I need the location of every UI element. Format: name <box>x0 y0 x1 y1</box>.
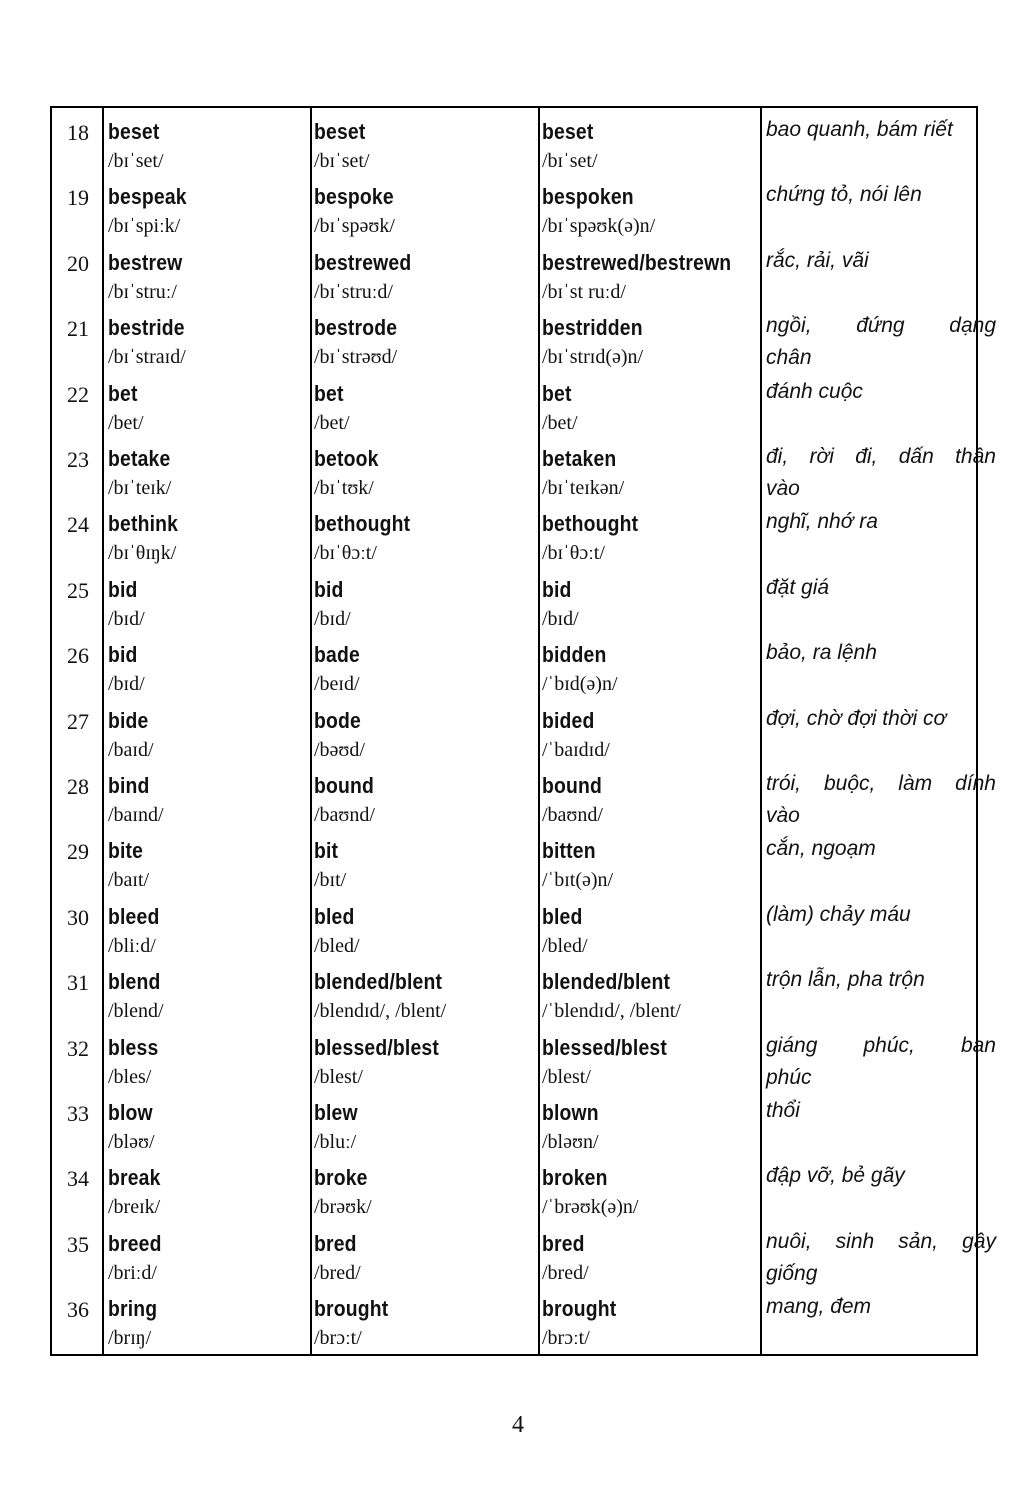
row-number: 21 <box>67 316 89 342</box>
row-number: 27 <box>67 708 89 734</box>
past-form-ipa: /bɪˈstrəʊd/ <box>314 346 398 369</box>
base-form-ipa: /bɪˈθɪŋk/ <box>108 542 177 565</box>
base-form-word: bestrew <box>108 249 183 275</box>
base-form-ipa: /bɪˈstraɪd/ <box>108 346 186 369</box>
pp-form-word: blended/blent <box>542 969 671 995</box>
past-form-ipa: /bet/ <box>314 411 350 434</box>
table-row <box>52 893 976 958</box>
pp-form-cell <box>542 249 757 307</box>
pp-form-word: bestrewed/bestrewn <box>542 249 732 275</box>
row-number: 33 <box>67 1101 89 1126</box>
pp-form-ipa: /bred/ <box>542 1261 589 1284</box>
past-form-word: blew <box>314 1100 358 1125</box>
meaning-cell <box>766 1226 996 1286</box>
pp-form-ipa: /bet/ <box>542 411 578 434</box>
meaning-line: nuôi, sinh sản, gây <box>766 1229 996 1253</box>
meaning-cell <box>766 833 982 893</box>
past-form-word: bred <box>314 1230 357 1256</box>
pp-form-cell <box>542 1295 626 1353</box>
base-form-ipa: /bɪd/ <box>108 607 145 630</box>
pp-form-cell <box>542 510 651 568</box>
base-form-word: breed <box>108 1230 162 1256</box>
past-form-ipa: /bɪt/ <box>314 869 347 892</box>
pp-form-word: bitten <box>542 838 596 864</box>
meaning-line: chứng tỏ, nói lên <box>766 183 922 207</box>
table-row <box>52 1024 996 1089</box>
meaning-cell <box>766 114 982 174</box>
past-form-cell <box>314 707 367 765</box>
base-form-ipa: /bɪˈset/ <box>108 150 164 172</box>
base-form-word: blow <box>108 1100 153 1125</box>
past-form-cell <box>314 1034 456 1092</box>
base-form-word: bleed <box>108 903 160 929</box>
meaning-cell <box>766 245 982 305</box>
base-form-ipa: /brɪŋ/ <box>108 1327 152 1350</box>
meaning-line: đi, rời đi, dấn thân <box>766 445 996 468</box>
meaning-line: cắn, ngoạm <box>766 837 876 861</box>
table-row <box>52 108 976 173</box>
past-form-cell <box>314 1230 362 1288</box>
meaning-line: trộn lẫn, pha trộn <box>766 968 925 992</box>
base-form-ipa: /baɪnd/ <box>108 804 164 826</box>
base-form-word: bespeak <box>108 184 187 210</box>
meaning-cell <box>766 572 982 632</box>
base-form-ipa: /baɪd/ <box>108 738 154 761</box>
table-row <box>52 1220 996 1285</box>
past-form-cell <box>314 1164 375 1222</box>
past-form-cell <box>314 968 460 1026</box>
base-form-word: bind <box>108 773 150 798</box>
past-form-ipa: /brəʊk/ <box>314 1196 372 1219</box>
pp-form-ipa: /ˈbɪt(ə)n/ <box>542 869 614 892</box>
table-row <box>52 173 976 238</box>
base-form-ipa: /baɪt/ <box>108 869 150 892</box>
pp-form-cell <box>542 576 579 634</box>
meaning-line: thổi <box>766 1099 800 1122</box>
past-form-cell <box>314 118 372 176</box>
meaning-cell <box>766 899 982 959</box>
past-form-cell <box>314 641 366 699</box>
table-row <box>52 435 996 500</box>
table-row <box>52 1285 976 1350</box>
past-form-cell <box>314 445 387 503</box>
pp-form-cell <box>542 707 610 765</box>
pp-form-word: beset <box>542 119 594 144</box>
base-form-word: bide <box>108 707 149 733</box>
base-form-cell <box>108 314 195 372</box>
base-form-word: bring <box>108 1296 158 1322</box>
base-form-cell <box>108 249 193 307</box>
past-form-ipa: /bəʊd/ <box>314 738 365 761</box>
past-form-word: blessed/blest <box>314 1034 439 1060</box>
meaning-line: mang, đem <box>766 1295 872 1319</box>
pp-form-ipa: /bɪˈspəʊk(ə)n/ <box>542 215 656 238</box>
pp-form-word: bidden <box>542 642 607 668</box>
pp-form-cell <box>542 380 578 438</box>
table-row <box>52 239 976 304</box>
past-form-word: bespoke <box>314 184 394 210</box>
past-form-word: bid <box>314 576 344 602</box>
row-number: 31 <box>67 970 89 996</box>
pp-form-ipa: /baʊnd/ <box>542 804 603 826</box>
table-row <box>52 500 976 565</box>
base-form-cell <box>108 1034 165 1092</box>
meaning-line: đợi, chờ đợi thời cơ <box>766 706 947 730</box>
base-form-ipa: /bet/ <box>108 411 144 434</box>
past-form-cell <box>314 249 425 307</box>
meaning-line: phúc <box>766 1065 812 1089</box>
table-row <box>52 304 996 370</box>
pp-form-cell <box>542 314 656 372</box>
base-form-word: break <box>108 1165 161 1191</box>
pp-form-ipa: /bɪˈθɔːt/ <box>542 542 605 565</box>
table-row <box>52 762 996 827</box>
past-form-ipa: /bled/ <box>314 934 360 957</box>
past-form-word: beset <box>314 119 366 144</box>
meaning-line: giáng phúc, ban <box>766 1033 996 1057</box>
base-form-cell <box>108 707 154 765</box>
past-form-word: bet <box>314 380 344 406</box>
table-row <box>52 958 976 1023</box>
pp-form-ipa: /bɪˈst ruːd/ <box>542 280 626 303</box>
meaning-line: đặt giá <box>766 575 830 599</box>
past-form-word: bit <box>314 838 339 864</box>
base-form-word: beset <box>108 119 160 144</box>
pp-form-cell <box>542 1164 638 1222</box>
verb-table <box>50 106 996 1356</box>
past-form-ipa: /brɔːt/ <box>314 1327 362 1350</box>
pp-form-cell <box>542 1099 607 1157</box>
row-number: 24 <box>67 512 89 538</box>
meaning-line: bao quanh, bám riết <box>766 118 953 141</box>
base-form-ipa: /bɪˈstruː/ <box>108 280 177 303</box>
past-form-ipa: /beɪd/ <box>314 673 360 696</box>
past-form-ipa: /bɪˈset/ <box>314 150 370 172</box>
base-form-cell <box>108 641 145 699</box>
meaning-cell <box>766 1095 982 1155</box>
pp-form-cell <box>542 837 613 895</box>
pp-form-ipa: /bɪd/ <box>542 607 579 630</box>
row-number: 28 <box>67 774 89 799</box>
base-form-word: bless <box>108 1034 159 1060</box>
past-form-cell <box>314 1295 398 1353</box>
base-form-word: bite <box>108 838 144 864</box>
pp-form-cell <box>542 183 655 241</box>
past-form-ipa: /bred/ <box>314 1261 361 1284</box>
past-form-word: bestrode <box>314 315 398 341</box>
pp-form-word: broken <box>542 1165 608 1191</box>
past-form-ipa: /bɪˈtʊk/ <box>314 477 374 499</box>
past-form-ipa: /blest/ <box>314 1065 363 1088</box>
base-form-word: bid <box>108 642 138 668</box>
base-form-word: bet <box>108 380 138 406</box>
base-form-word: bestride <box>108 315 185 341</box>
past-form-word: bade <box>314 642 360 668</box>
pp-form-ipa: /blest/ <box>542 1065 591 1088</box>
base-form-ipa: /briːd/ <box>108 1261 157 1284</box>
pp-form-cell <box>542 1034 684 1092</box>
pp-form-word: bided <box>542 707 595 733</box>
row-number: 22 <box>67 381 89 407</box>
base-form-cell <box>108 1230 169 1288</box>
base-form-ipa: /bɪˈspiːk/ <box>108 215 181 238</box>
pp-form-ipa: /bɪˈset/ <box>542 150 598 172</box>
past-form-word: betook <box>314 446 379 471</box>
base-form-cell <box>108 903 166 961</box>
meaning-cell <box>766 1291 982 1351</box>
pp-form-cell <box>542 118 600 176</box>
meaning-line: (làm) chảy máu <box>766 902 911 926</box>
base-form-word: betake <box>108 446 171 471</box>
row-number: 29 <box>67 839 89 865</box>
past-form-cell <box>314 576 351 634</box>
base-form-word: bid <box>108 576 138 602</box>
row-number: 20 <box>67 250 89 276</box>
meaning-cell <box>766 1030 996 1090</box>
pp-form-word: bespoken <box>542 184 634 210</box>
base-form-cell <box>108 837 149 895</box>
base-form-cell <box>108 576 145 634</box>
meaning-line: giống <box>766 1261 818 1285</box>
base-form-ipa: /bliːd/ <box>108 934 156 957</box>
meaning-cell <box>766 703 982 763</box>
base-form-cell <box>108 445 179 503</box>
base-form-word: blend <box>108 969 161 995</box>
row-number: 26 <box>67 643 89 669</box>
row-number: 18 <box>67 120 89 145</box>
pp-form-cell <box>542 1230 590 1288</box>
row-number: 23 <box>67 447 89 472</box>
base-form-ipa: /bles/ <box>108 1065 152 1088</box>
base-form-cell <box>108 772 164 830</box>
base-form-cell <box>108 1099 159 1157</box>
base-form-ipa: /bɪd/ <box>108 673 145 696</box>
table-row <box>52 1089 976 1154</box>
base-form-cell <box>108 380 144 438</box>
pp-form-ipa: /bləʊn/ <box>542 1131 599 1153</box>
past-form-word: bode <box>314 707 361 733</box>
meaning-line: bảo, ra lệnh <box>766 641 877 665</box>
past-form-ipa: /bluː/ <box>314 1131 357 1153</box>
past-form-ipa: /bɪˈspəʊk/ <box>314 215 395 238</box>
past-form-ipa: /bɪd/ <box>314 607 351 630</box>
row-number: 25 <box>67 577 89 603</box>
table-row <box>52 566 976 631</box>
table-row <box>52 697 976 762</box>
base-form-cell <box>108 968 168 1026</box>
pp-form-ipa: /bled/ <box>542 934 588 957</box>
meaning-line: chân <box>766 346 812 370</box>
row-number: 19 <box>67 185 89 211</box>
row-number: 36 <box>67 1297 89 1323</box>
past-form-ipa: /bɪˈθɔːt/ <box>314 542 377 565</box>
base-form-ipa: /bləʊ/ <box>108 1131 155 1153</box>
meaning-cell <box>766 964 982 1024</box>
base-form-cell <box>108 1295 164 1353</box>
meaning-line: đập vỡ, bẻ gãy <box>766 1164 905 1188</box>
row-number: 35 <box>67 1231 89 1257</box>
meaning-cell <box>766 768 996 828</box>
meaning-cell <box>766 441 996 501</box>
past-form-word: blended/blent <box>314 969 443 995</box>
base-form-cell <box>108 1164 168 1222</box>
pp-form-ipa: /ˈbrəʊk(ə)n/ <box>542 1196 639 1219</box>
pp-form-ipa: /brɔːt/ <box>542 1327 590 1350</box>
base-form-cell <box>108 510 188 568</box>
pp-form-word: blessed/blest <box>542 1034 667 1060</box>
past-form-ipa: /baʊnd/ <box>314 804 375 826</box>
past-form-word: broke <box>314 1165 368 1191</box>
pp-form-word: betaken <box>542 446 617 471</box>
pp-form-cell <box>542 968 688 1026</box>
past-form-cell <box>314 903 360 961</box>
pp-form-ipa: /bɪˈstrɪd(ə)n/ <box>542 346 644 369</box>
row-number: 30 <box>67 904 89 930</box>
pp-form-word: brought <box>542 1296 617 1322</box>
meaning-cell <box>766 637 982 697</box>
base-form-ipa: /blend/ <box>108 1000 164 1023</box>
pp-form-cell <box>542 445 627 503</box>
pp-form-word: bethought <box>542 511 639 537</box>
meaning-line: trói, buộc, làm dính <box>766 772 996 795</box>
page-number: 4 <box>512 1412 524 1438</box>
pp-form-ipa: /ˈblendɪd/, /blent/ <box>542 1000 681 1023</box>
pp-form-word: bound <box>542 773 603 798</box>
meaning-cell <box>766 1160 982 1220</box>
pp-form-cell <box>542 903 588 961</box>
past-form-word: bound <box>314 773 375 798</box>
past-form-word: bethought <box>314 511 411 537</box>
table-row <box>52 1154 976 1219</box>
past-form-word: brought <box>314 1296 389 1322</box>
past-form-cell <box>314 510 423 568</box>
meaning-line: vào <box>766 477 800 500</box>
table-row <box>52 370 976 435</box>
past-form-cell <box>314 380 350 438</box>
pp-form-ipa: /ˈbaɪdɪd/ <box>542 738 610 761</box>
meaning-line: đánh cuộc <box>766 379 863 403</box>
past-form-cell <box>314 837 346 895</box>
past-form-cell <box>314 772 382 830</box>
meaning-line: nghĩ, nhớ ra <box>766 510 878 534</box>
meaning-line: vào <box>766 804 800 827</box>
pp-form-word: bled <box>542 903 583 929</box>
table-row <box>52 631 976 696</box>
pp-form-ipa: /bɪˈteɪkən/ <box>542 477 625 499</box>
pp-form-word: bid <box>542 576 572 602</box>
past-form-cell <box>314 314 409 372</box>
pp-form-ipa: /ˈbɪd(ə)n/ <box>542 673 618 696</box>
pp-form-word: bet <box>542 380 572 406</box>
pp-form-word: bred <box>542 1230 585 1256</box>
past-form-cell <box>314 183 405 241</box>
pp-form-cell <box>542 641 618 699</box>
base-form-cell <box>108 118 166 176</box>
row-number: 34 <box>67 1166 89 1192</box>
meaning-line: ngồi, đứng dạng <box>766 314 996 338</box>
base-form-ipa: /bɪˈteɪk/ <box>108 477 172 499</box>
meaning-cell <box>766 376 982 436</box>
pp-form-word: bestridden <box>542 315 643 341</box>
table-row <box>52 827 976 892</box>
past-form-cell <box>314 1099 364 1157</box>
row-number: 32 <box>67 1035 89 1061</box>
pp-form-word: blown <box>542 1100 599 1125</box>
base-form-ipa: /breɪk/ <box>108 1196 161 1219</box>
base-form-cell <box>108 183 197 241</box>
pp-form-cell <box>542 772 610 830</box>
meaning-cell <box>766 179 982 239</box>
past-form-word: bestrewed <box>314 249 412 275</box>
meaning-cell <box>766 506 982 566</box>
meaning-cell <box>766 310 996 370</box>
past-form-ipa: /blendɪd/, /blent/ <box>314 1000 447 1023</box>
past-form-word: bled <box>314 903 355 929</box>
base-form-word: bethink <box>108 511 179 537</box>
past-form-ipa: /bɪˈstruːd/ <box>314 280 393 303</box>
meaning-line: rắc, rải, vãi <box>766 248 869 272</box>
